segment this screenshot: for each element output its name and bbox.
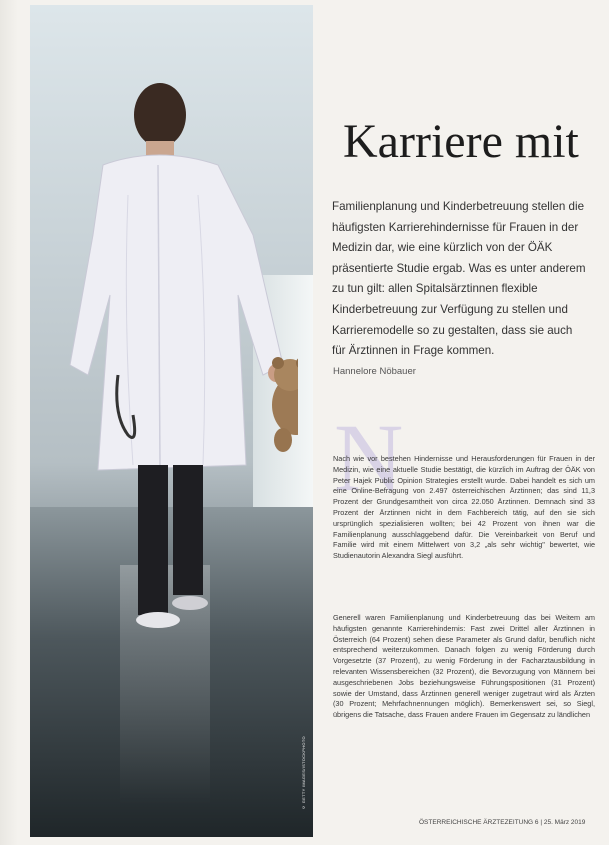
drop-cap: N (334, 404, 404, 511)
body-paragraph-2: Generell waren Familienplanung und Kinderbetreuung das bei Weitem am häufigsten genannte Karrierehindernis: Fast zwei Drittel aller Ärztinnen in Österreich (64 Prozent) sehen diese Parameter als Grund dafür, beruflich nicht entsprechend weiterzukommen. Danach folgen zu wenig Förderung durch Vorgesetzte (37 Prozent), zu wenig Förderung in der Facharztausbildung in relevanten Wissensbereichen (32 Prozent), die Bevorzugung von Männern bei ausgeschriebenen Jobs beziehungsweise Führungspositionen (31 Prozent) sowie der Umstand, dass Ärztinnen generell weniger zugetraut wird als Ärzten (30 Prozent; Mehrfachnennungen möglich). Bemerkenswert sei, so Siegl, übrigens die Tatsache, dass Frauen andere Frauen im Gegensatz zu ländlichen (333, 613, 595, 720)
body-paragraph-1: Nach wie vor bestehen Hindernisse und Herausforderungen für Frauen in der Medizin, wie eine aktuelle Studie bestätigt, die kürzlich im Auftrag der ÖÄK von Peter Hajek Public Opinion Strategies erstellt wurde. Dabei handelt es sich um eine Online-Befragung von 2.497 österreichischen Ärztinnen; das sind 11,3 Prozent der Grundgesamtheit von circa 22.050 Ärztinnen. Demnach sind 33 Prozent der Ärztinnen nicht in dem Fachbereich tätig, auf den sie sich ursprünglich spezialisieren wollten; bei 42 Prozent von ihnen war die Familienplanung ausschlaggebend dafür. Die Vereinbarkeit von Beruf und Familie wird mit einem Mittelwert von 3,2 „als sehr wichtig" bewertet, wie Studienautorin Alexandra Siegl ausführt. (333, 454, 595, 561)
page-footer: ÖSTERREICHISCHE ÄRZTEZEITUNG 6 | 25. März 2019 (419, 819, 586, 826)
doctor-with-teddy-bear-illustration (58, 75, 298, 635)
scan-edge (0, 0, 18, 845)
photo-credit: © GETTY IMAGES/ISTOCKPHOTO (301, 736, 306, 810)
hero-photo (30, 5, 313, 837)
article-lead: Familienplanung und Kinderbetreuung stellen die häufigsten Karrierehindernisse für Frauen in der Medizin dar, wie eine kürzlich von der ÖÄK präsentierte Studie ergab. Was es unter anderem zu tun gilt: allen Spitalsärztinnen flexible Kinderbetreuung zur Verfügung zu stellen und Karrieremodelle so zu gestalten, dass sie auch für Ärztinnen in Frage kommen. (332, 200, 586, 358)
article-author: Hannelore Nöbauer (333, 366, 416, 377)
article-headline: Karriere mit (343, 115, 579, 168)
